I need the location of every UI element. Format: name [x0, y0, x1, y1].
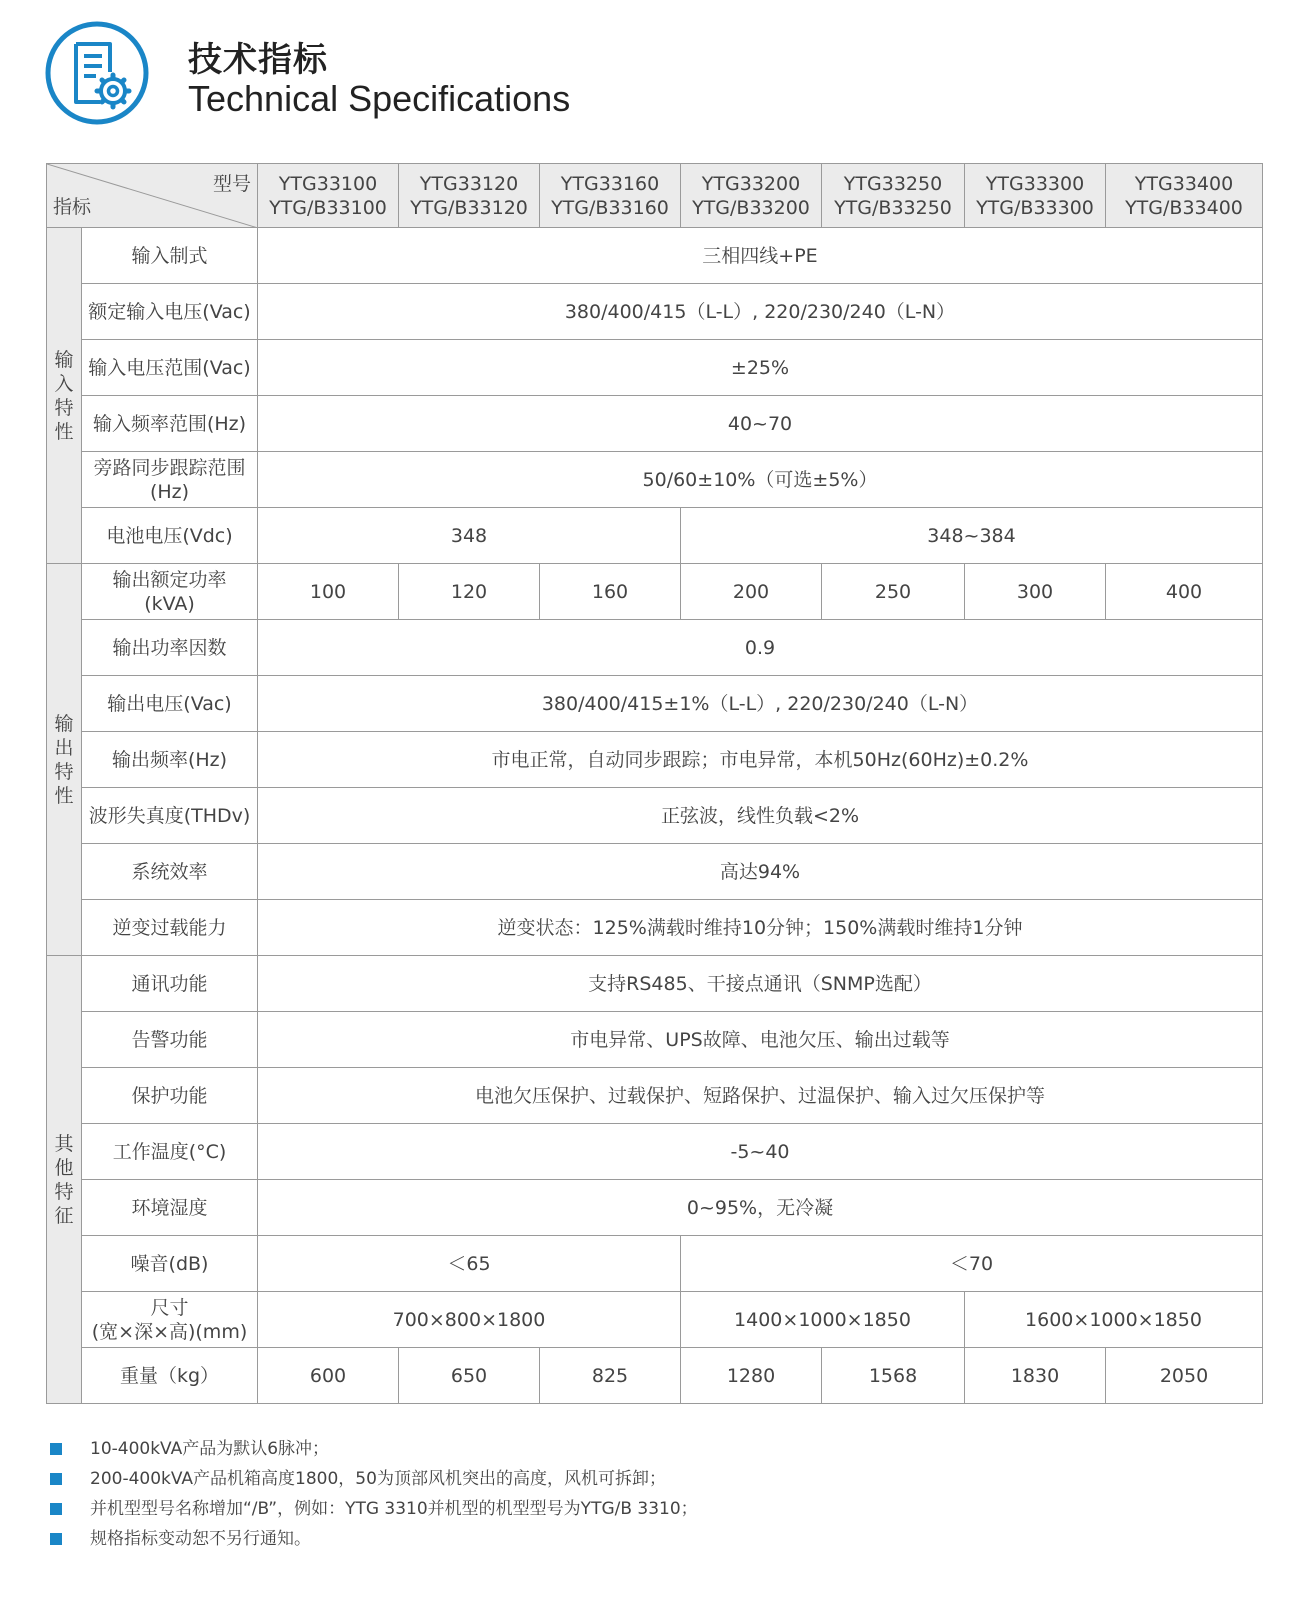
row-value: 0.9 — [258, 620, 1263, 676]
row-value: 市电正常，自动同步跟踪；市电异常，本机50Hz(60Hz)±0.2% — [258, 732, 1263, 788]
row-value: 100 — [258, 564, 399, 620]
row-value: 300 — [965, 564, 1106, 620]
row-label: 通讯功能 — [82, 956, 258, 1012]
row-label: 输出额定功率 (kVA) — [82, 564, 258, 620]
model-header: YTG33250 YTG/B33250 — [822, 164, 965, 228]
model-header: YTG33160 YTG/B33160 — [540, 164, 681, 228]
row-label: 输出功率因数 — [82, 620, 258, 676]
row-label: 保护功能 — [82, 1068, 258, 1124]
corner-model-label: 型号 — [212, 173, 251, 195]
row-value: 正弦波，线性负载<2% — [258, 788, 1263, 844]
note-item: 规格指标变动恕不另行通知。 — [46, 1526, 698, 1556]
bullet-square-icon — [50, 1443, 62, 1455]
row-label: 输出电压(Vac) — [82, 676, 258, 732]
group-input: 输入特性 — [47, 228, 82, 564]
row-value: 400 — [1106, 564, 1263, 620]
row-label: 波形失真度(THDv) — [82, 788, 258, 844]
group-output: 输出特性 — [47, 564, 82, 956]
row-value: 市电异常、UPS故障、电池欠压、输出过载等 — [258, 1012, 1263, 1068]
model-header: YTG33300 YTG/B33300 — [965, 164, 1106, 228]
row-value: 600 — [258, 1348, 399, 1404]
row-value: 120 — [399, 564, 540, 620]
row-label: 尺寸 (宽×深×高)(mm) — [82, 1292, 258, 1348]
row-value: 支持RS485、干接点通讯（SNMP选配） — [258, 956, 1263, 1012]
spec-table — [46, 163, 1263, 1404]
row-value: 1568 — [822, 1348, 965, 1404]
row-value: 1280 — [681, 1348, 822, 1404]
row-label: 噪音(dB) — [82, 1236, 258, 1292]
row-label: 输入频率范围(Hz) — [82, 396, 258, 452]
row-value: 2050 — [1106, 1348, 1263, 1404]
row-value: 200 — [681, 564, 822, 620]
row-value: 825 — [540, 1348, 681, 1404]
row-value: 250 — [822, 564, 965, 620]
row-value: 650 — [399, 1348, 540, 1404]
row-label: 输出频率(Hz) — [82, 732, 258, 788]
model-header: YTG33100 YTG/B33100 — [258, 164, 399, 228]
table-corner-header — [47, 164, 258, 228]
row-value: ＜70 — [681, 1236, 1263, 1292]
row-value: 0~95%，无冷凝 — [258, 1180, 1263, 1236]
row-value: ±25% — [258, 340, 1263, 396]
row-value: 50/60±10%（可选±5%） — [258, 452, 1263, 508]
bullet-square-icon — [50, 1473, 62, 1485]
model-header: YTG33400 YTG/B33400 — [1106, 164, 1263, 228]
document-gear-icon — [44, 20, 150, 126]
row-value: 160 — [540, 564, 681, 620]
note-item: 200-400kVA产品机箱高度1800，50为顶部风机突出的高度，风机可拆卸； — [46, 1466, 698, 1496]
row-label: 旁路同步跟踪范围 (Hz) — [82, 452, 258, 508]
row-label: 工作温度(°C) — [82, 1124, 258, 1180]
row-value: ＜65 — [258, 1236, 681, 1292]
row-value: 380/400/415±1%（L-L）, 220/230/240（L-N） — [258, 676, 1263, 732]
group-other: 其他特征 — [47, 956, 82, 1404]
bullet-square-icon — [50, 1503, 62, 1515]
row-value: 1600×1000×1850 — [965, 1292, 1263, 1348]
page-title: 技术指标 — [188, 40, 328, 80]
row-value: 三相四线+PE — [258, 228, 1263, 284]
row-value: 380/400/415（L-L）, 220/230/240（L-N） — [258, 284, 1263, 340]
row-label: 重量（kg） — [82, 1348, 258, 1404]
row-value: 电池欠压保护、过载保护、短路保护、过温保护、输入过欠压保护等 — [258, 1068, 1263, 1124]
page-subtitle: Technical Specifications — [188, 78, 571, 119]
notes-list — [46, 1436, 698, 1556]
row-label: 逆变过载能力 — [82, 900, 258, 956]
bullet-square-icon — [50, 1533, 62, 1545]
corner-metric-label: 指标 — [53, 196, 92, 218]
row-value: 40~70 — [258, 396, 1263, 452]
note-item: 并机型型号名称增加“/B”，例如：YTG 3310并机型的机型型号为YTG/B 3310； — [46, 1496, 698, 1526]
row-label: 环境湿度 — [82, 1180, 258, 1236]
row-value: 348~384 — [681, 508, 1263, 564]
row-value: 700×800×1800 — [258, 1292, 681, 1348]
row-value: 348 — [258, 508, 681, 564]
model-header: YTG33200 YTG/B33200 — [681, 164, 822, 228]
row-label: 电池电压(Vdc) — [82, 508, 258, 564]
row-value: 1830 — [965, 1348, 1106, 1404]
row-label: 输入电压范围(Vac) — [82, 340, 258, 396]
model-header: YTG33120 YTG/B33120 — [399, 164, 540, 228]
note-item: 10-400kVA产品为默认6脉冲； — [46, 1436, 698, 1466]
row-label: 输入制式 — [82, 228, 258, 284]
row-label: 告警功能 — [82, 1012, 258, 1068]
row-value: 逆变状态：125%满载时维持10分钟；150%满载时维持1分钟 — [258, 900, 1263, 956]
row-value: 1400×1000×1850 — [681, 1292, 965, 1348]
row-value: 高达94% — [258, 844, 1263, 900]
row-value: -5~40 — [258, 1124, 1263, 1180]
row-label: 系统效率 — [82, 844, 258, 900]
row-label: 额定输入电压(Vac) — [82, 284, 258, 340]
